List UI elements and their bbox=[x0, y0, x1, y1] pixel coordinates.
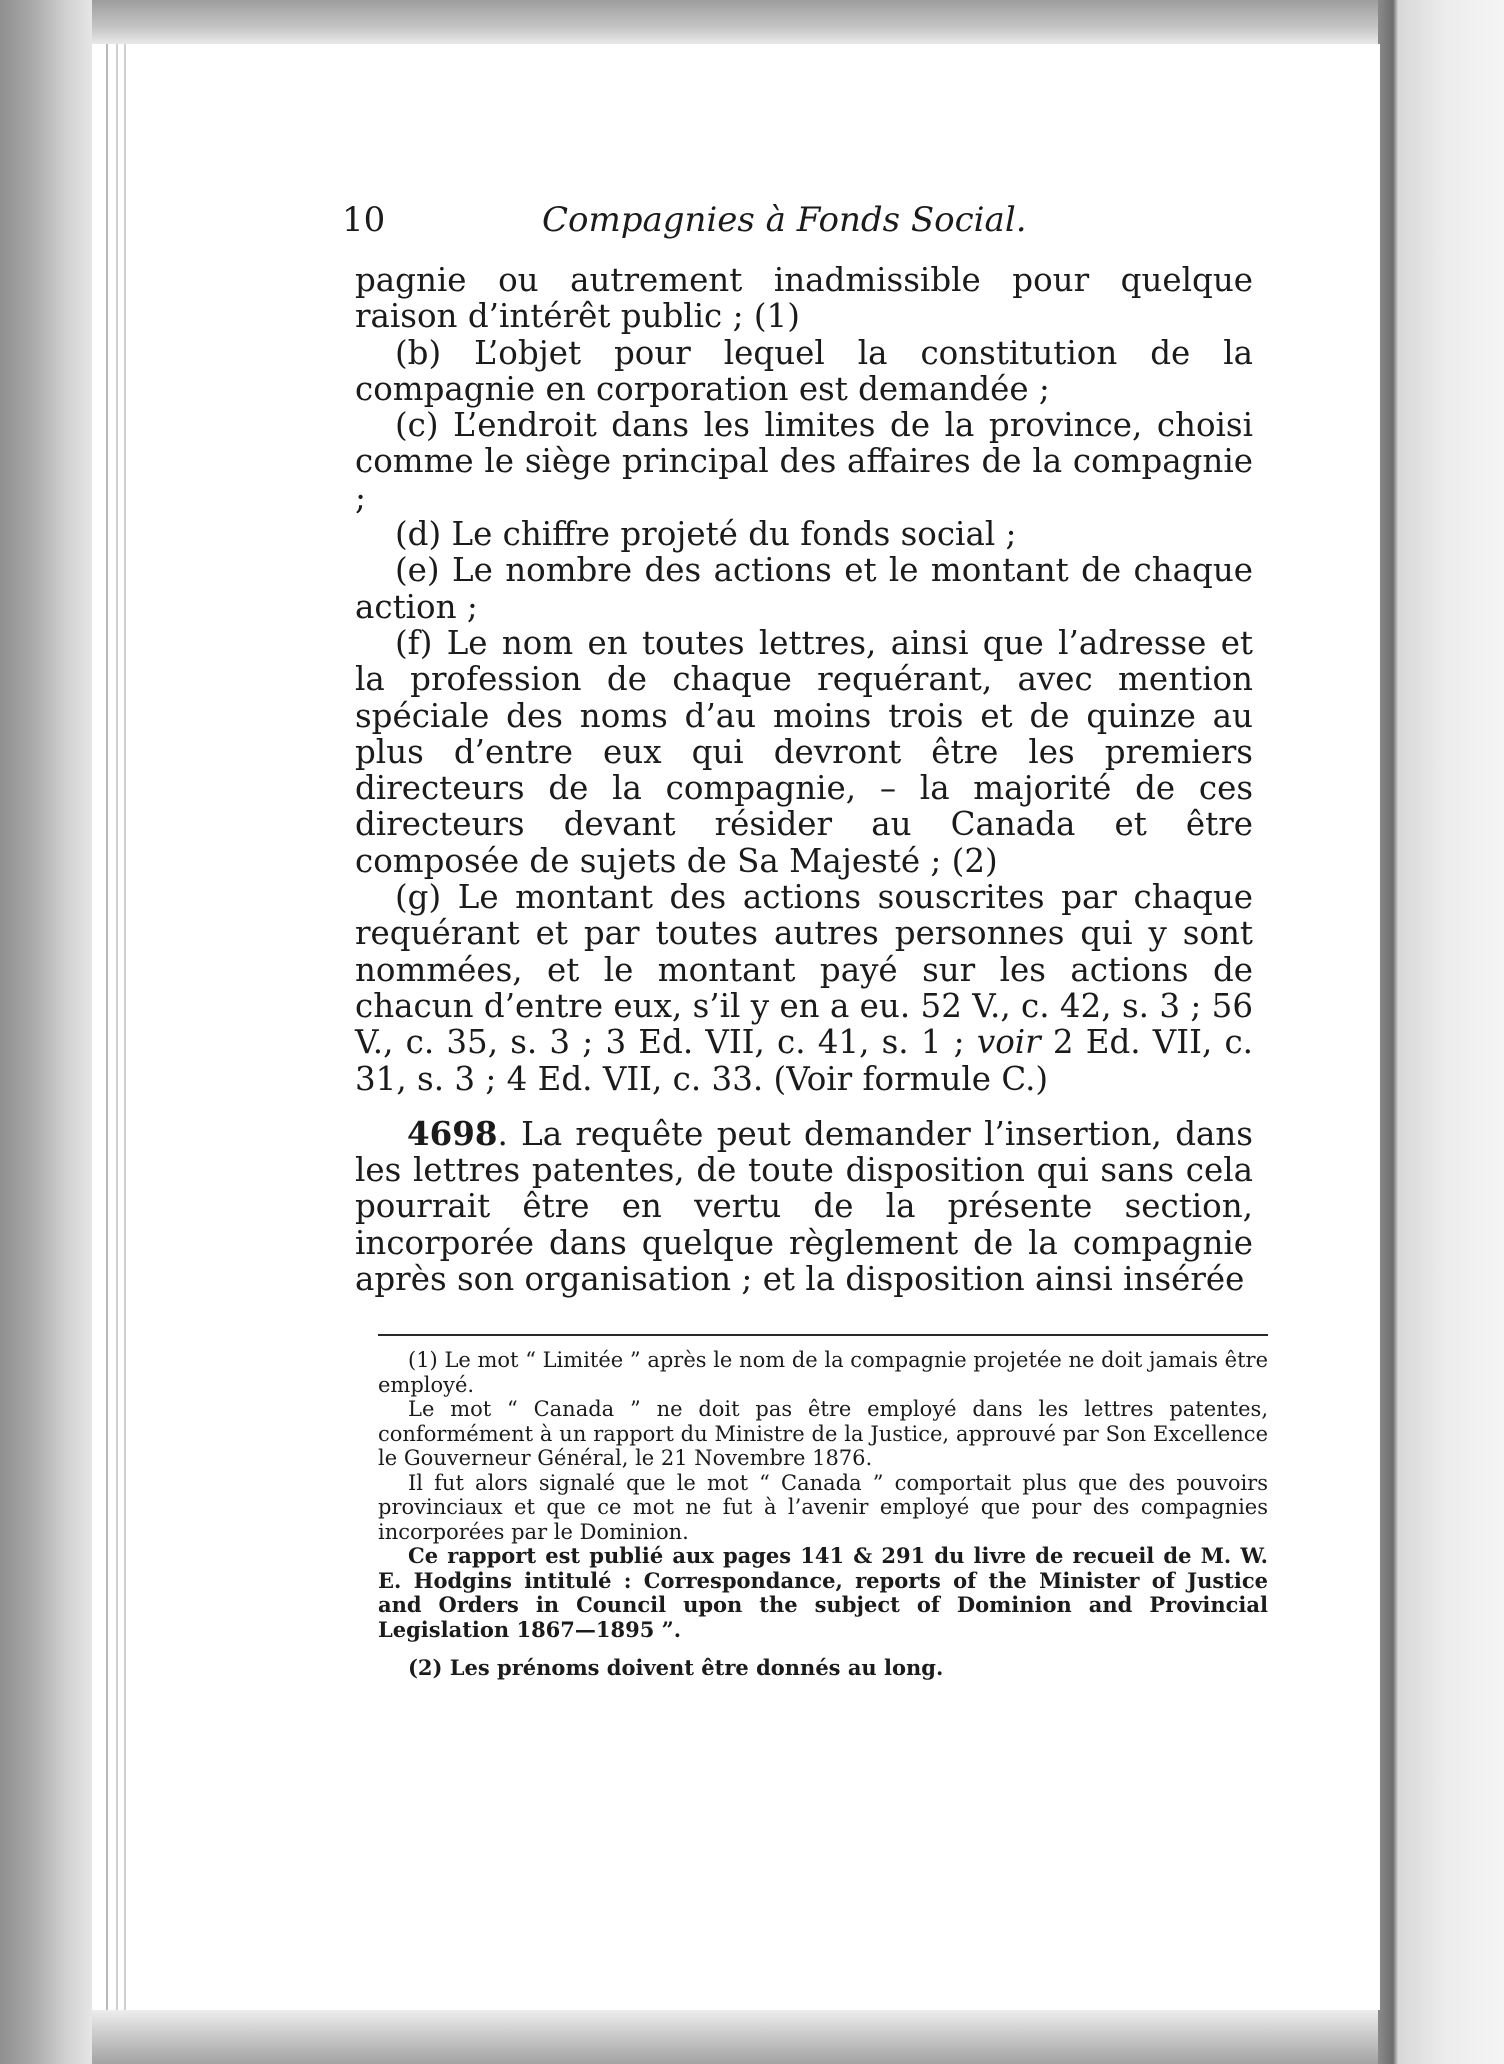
section-number: 4698 bbox=[407, 1114, 498, 1153]
clause-marker: (g) bbox=[395, 878, 442, 917]
clause-marker: (c) bbox=[395, 406, 439, 445]
clause-marker: (f) bbox=[395, 623, 433, 662]
page-header bbox=[342, 200, 1242, 250]
clause-text: Le chiffre projeté du fonds social ; bbox=[441, 515, 1017, 554]
clause-marker: (e) bbox=[395, 551, 440, 590]
footnote-1: (1) Le mot “ Limitée ” après le nom de la compagnie projetée ne doit jamais être employé. bbox=[378, 1348, 1268, 1397]
main-text bbox=[355, 262, 1253, 1097]
clause-text: L’endroit dans les limites de la province, choisi comme le siège principal des affaires de la compagnie ; bbox=[355, 406, 1253, 517]
clause-text: Le montant des actions souscrites par chaque requérant et par toutes autres personnes qui y sont nommées, et le montant payé sur les actions de chacun d’entre eux, s’il y en a eu. 52 V., c. 42, s. 3 ; 56 V., c. 35, s. 3 ; 3 Ed. VII, c. 41, s. 1 ; bbox=[355, 878, 1253, 1062]
page-number: 10 bbox=[342, 200, 386, 240]
clause-d bbox=[355, 516, 1253, 552]
footnotes bbox=[378, 1348, 1268, 1681]
clause-b bbox=[355, 335, 1253, 408]
running-title: Compagnies à Fonds Social. bbox=[542, 200, 1027, 240]
footnote-rule bbox=[378, 1334, 1268, 1336]
clause-text: L’objet pour lequel la constitution de la compagnie en corporation est demandée ; bbox=[355, 333, 1253, 408]
section-4698 bbox=[355, 1116, 1253, 1297]
footnote-1-paragraph: Il fut alors signalé que le mot “ Canada ” comportait plus que des pouvoirs provinciaux et que ce mot ne fut à l’avenir employé que pour des compagnies incorporées par le Dominion. bbox=[378, 1470, 1268, 1544]
clause-text: Le nom en toutes lettres, ainsi que l’adresse et la profession de chaque requérant, avec mention spéciale des noms d’au moins trois et de quinze au plus d’entre eux qui devront être les premiers directeurs de la compagnie, – la majorité de ces directeurs devant résider au Canada et être composée de sujets de Sa Majesté ; (2) bbox=[355, 623, 1253, 880]
clause-text: Le nombre des actions et le montant de chaque action ; bbox=[355, 551, 1253, 626]
book-edge-left bbox=[0, 0, 92, 2064]
book-edge-right bbox=[1378, 0, 1504, 2064]
footnote-2: (2) Les prénoms doivent être donnés au long. bbox=[408, 1655, 944, 1680]
paragraph-continuation: pagnie ou autrement inadmissible pour quelque raison d’intérêt public ; (1) bbox=[355, 261, 1253, 336]
clause-c bbox=[355, 407, 1253, 516]
clause-text: 2 Ed. VII, c. 31, s. 3 ; 4 Ed. VII, c. 33. (Voir formule C.) bbox=[355, 1023, 1253, 1098]
page-edge-line bbox=[116, 44, 118, 2010]
footnote-1-paragraph: Ce rapport est publié aux pages 141 & 291 du livre de recueil de M. W. E. Hodgins intitulé : Correspondance, reports of the Minister of Justice and Orders in Council upon the subject of Dominion and Provincial Legislation 1867—1895 ”. bbox=[378, 1543, 1268, 1642]
page-edge-line bbox=[124, 44, 126, 2010]
footnote-1-paragraph: Le mot “ Canada ” ne doit pas être employé dans les lettres patentes, conformément à un rapport du Ministre de la Justice, approuvé par Son Excellence le Gouverneur Général, le 21 Novembre 1876. bbox=[378, 1397, 1268, 1470]
voir-italic: voir bbox=[976, 1023, 1041, 1062]
book-edge-top bbox=[92, 0, 1412, 44]
clause-f bbox=[355, 625, 1253, 879]
clause-marker: (d) bbox=[395, 515, 442, 554]
clause-g bbox=[355, 879, 1253, 1097]
book-edge-bottom bbox=[92, 2010, 1412, 2064]
section-text: . La requête peut demander l’insertion, dans les lettres patentes, de toute disposition qui sans cela pourrait être en vertu de la présente section, incorporée dans quelque règlement de la compagnie après son organisation ; et la disposition ainsi insérée bbox=[355, 1115, 1253, 1298]
clause-marker: (b) bbox=[395, 333, 442, 372]
clause-e bbox=[355, 552, 1253, 625]
